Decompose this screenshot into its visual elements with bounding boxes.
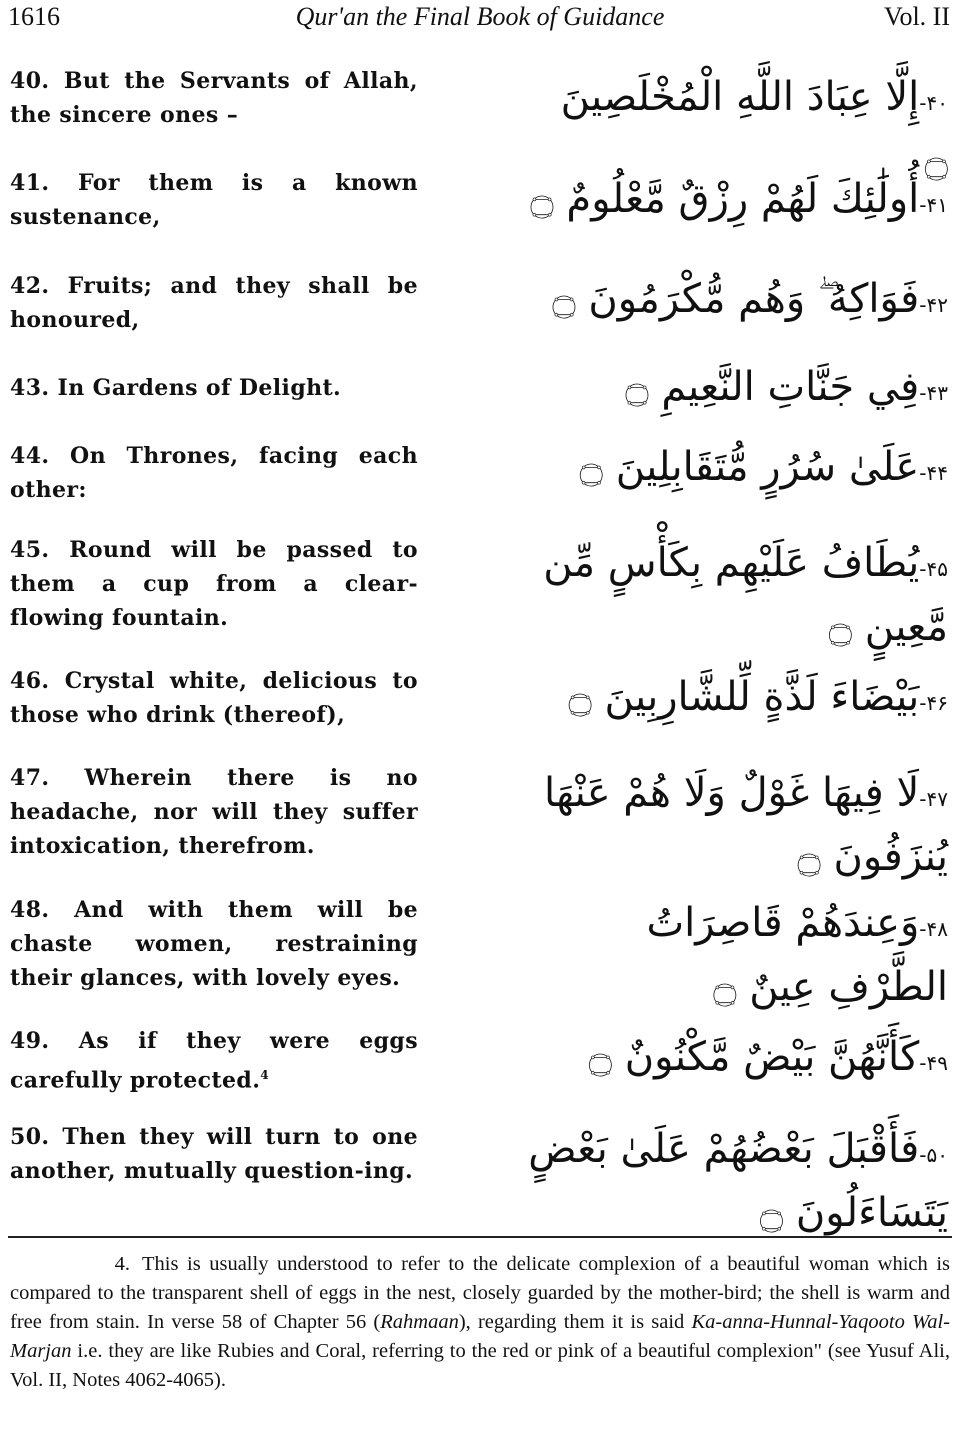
verse-50-arabic: [528, 1120, 948, 1242]
verse-48-arabic: [528, 894, 948, 1016]
verse-48-arabic-number: ۴۸-: [919, 917, 948, 941]
verse-43-arabic: [528, 358, 948, 422]
verse-41-arabic-number: ۴۱-: [919, 193, 948, 217]
verse-40-arabic-text: إِلَّا عِبَادَ اللَّهِ الْمُخْلَصِينَ ۝: [560, 74, 948, 184]
page-header: [0, 0, 960, 40]
verse-40-english: 40. But the Servants of Allah, the sincere ones –: [10, 68, 418, 128]
verse-47-arabic-number: ۴۷-: [919, 787, 948, 811]
verse-49-arabic: [528, 1028, 948, 1092]
verse-42-arabic-text: فَوَاكِهُ ۖ وَهُم مُّكْرَمُونَ ۝: [552, 276, 920, 322]
volume-label: Vol. II: [884, 2, 950, 31]
footnote-divider: [8, 1236, 952, 1238]
verse-41-english: 41. For them is a known sustenance,: [10, 170, 418, 230]
verse-46-english: 46. Crystal white, delicious to those who drink (thereof),: [10, 668, 418, 728]
verse-47-english: 47. Wherein there is no headache, nor will they suffer intoxication, therefrom.: [10, 765, 418, 859]
verse-43-english: 43. In Gardens of Delight.: [10, 375, 342, 401]
footnote-text-3: i.e. they are like Rubies and Coral, referring to the red or pink of a beautiful complexion" (see Yusuf Ali, Vol. II, Notes 4062-4065).: [10, 1340, 950, 1391]
verse-49-arabic-text: كَأَنَّهُنَّ بَيْضٌ مَّكْنُونٌ ۝: [588, 1034, 920, 1080]
verse-46-arabic-number: ۴۶-: [919, 691, 948, 715]
verse-44-arabic-text: عَلَىٰ سُرُرٍ مُّتَقَابِلِينَ ۝: [579, 444, 920, 490]
verse-50-english: 50. Then they will turn to one another, mutually question-ing.: [10, 1124, 418, 1184]
verse-41-arabic: [528, 170, 948, 234]
verse-44-arabic-number: ۴۴-: [919, 461, 948, 485]
verse-48-english: 48. And with them will be chaste women, restraining their glances, with lovely eyes.: [10, 897, 418, 991]
verse-50-arabic-number: ۵۰-: [919, 1143, 948, 1167]
verse-49-english-text: 49. As if they were eggs carefully protected.: [10, 1028, 418, 1094]
verse-42-arabic: [528, 270, 948, 334]
footnote-text-2: ), regarding them it is said: [458, 1311, 692, 1333]
verse-47-arabic: [528, 764, 948, 886]
verse-46-arabic-text: بَيْضَاءَ لَذَّةٍ لِّلشَّارِبِينَ ۝: [568, 674, 920, 720]
verse-42-english: 42. Fruits; and they shall be honoured,: [10, 273, 418, 333]
footnote-marker: 4: [260, 1068, 270, 1082]
footnote-italic-transliteration: Ka-anna-Hunnal-Yaqooto Wal-Marjan: [10, 1311, 950, 1362]
page-number: 1616: [8, 2, 60, 31]
footnote-text-1: This is usually understood to refer to the delicate complexion of a beautiful woman which is compared to the transparent shell of eggs in the nest, closely guarded by the mother-bird; the shell is warm and free from stain. In verse 58 of Chapter 56 (: [10, 1253, 950, 1333]
verse-50-arabic-text: فَأَقْبَلَ بَعْضُهُمْ عَلَىٰ بَعْضٍ يَتَسَاءَلُونَ ۝: [528, 1126, 948, 1236]
verse-49-english: [10, 1024, 418, 1097]
verse-41-arabic-text: أُولَٰئِكَ لَهُمْ رِزْقٌ مَّعْلُومٌ ۝: [530, 176, 920, 222]
verse-45-arabic: [528, 534, 948, 656]
verse-44-arabic: [528, 438, 948, 502]
verse-47-arabic-text: لَا فِيهَا غَوْلٌ وَلَا هُمْ عَنْهَا يُنزَفُونَ ۝: [544, 770, 948, 880]
footnote-italic-rahmaan: Rahmaan: [380, 1311, 459, 1333]
verse-49-arabic-number: ۴۹-: [919, 1051, 948, 1075]
verse-48-arabic-text: وَعِندَهُمْ قَاصِرَاتُ الطَّرْفِ عِينٌ ۝: [646, 900, 948, 1010]
footnote: [10, 1250, 950, 1395]
verse-44-english: 44. On Thrones, facing each other:: [10, 443, 418, 503]
book-title: Qur'an the Final Book of Guidance: [295, 2, 665, 31]
verse-46-arabic: [528, 668, 948, 732]
verse-43-arabic-text: فِي جَنَّاتِ النَّعِيمِ ۝: [625, 364, 920, 410]
footnote-number: 4.: [114, 1253, 130, 1275]
verse-43-arabic-number: ۴۳-: [919, 381, 948, 405]
verse-42-arabic-number: ۴۲-: [919, 293, 948, 317]
verse-45-arabic-number: ۴۵-: [919, 557, 948, 581]
verse-45-english: 45. Round will be passed to them a cup from a clear-flowing fountain.: [10, 537, 418, 631]
verse-45-arabic-text: يُطَافُ عَلَيْهِم بِكَأْسٍ مِّن مَّعِينٍ ۝: [543, 540, 948, 650]
verse-40-arabic-number: ۴۰-: [919, 91, 948, 115]
